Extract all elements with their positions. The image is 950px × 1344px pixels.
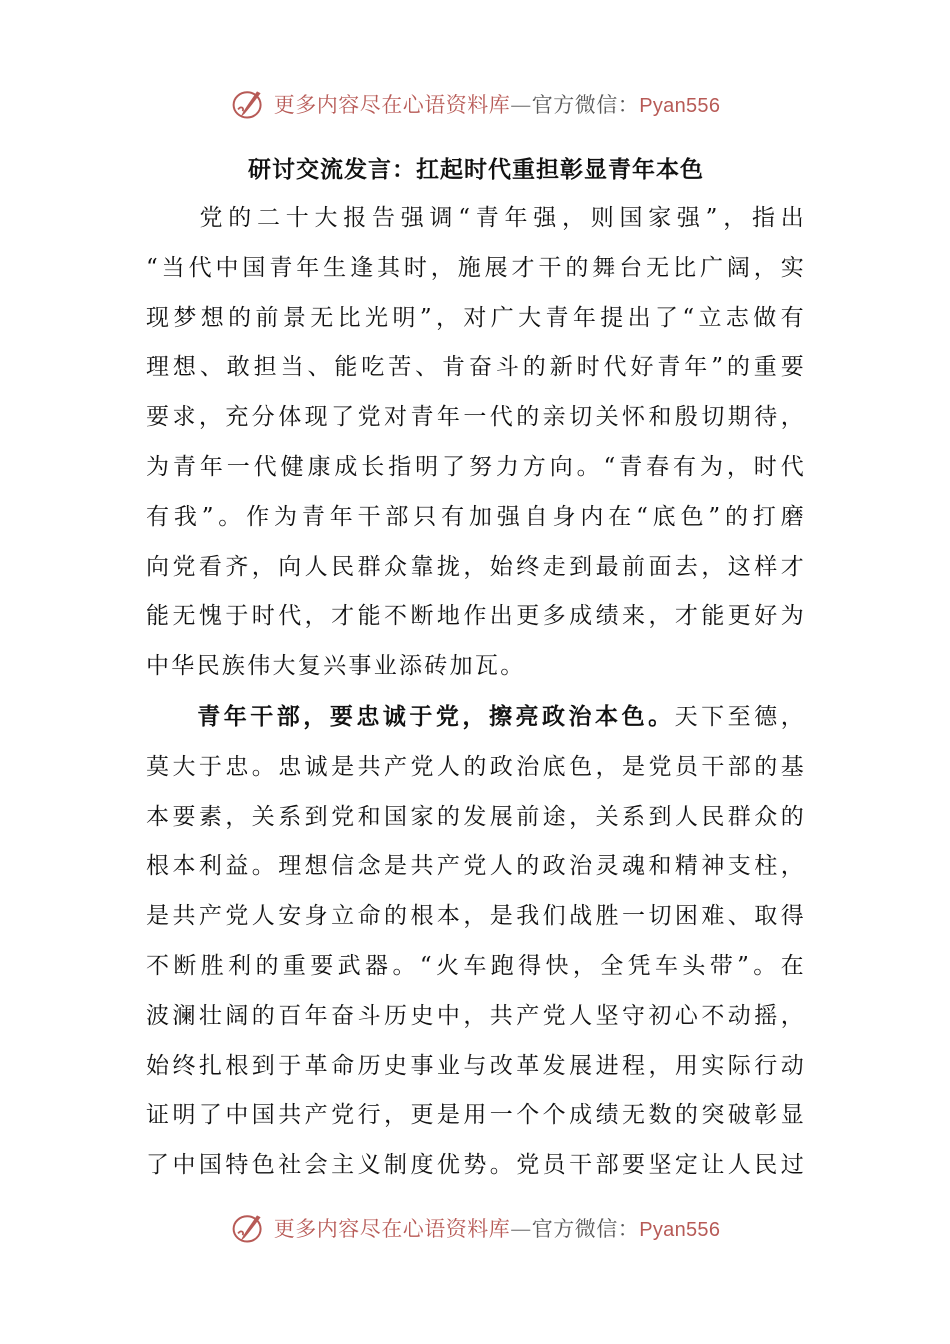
quill-pen-logo-icon — [230, 86, 266, 122]
text-line: 理想、敢担当、能吃苦、肯奋斗的新时代好青年”的重要 — [146, 354, 806, 381]
document-title: 研讨交流发言：扛起时代重担彰显青年本色 — [248, 156, 704, 183]
text-line: 根本利益。理想信念是共产党人的政治灵魂和精神支柱， — [146, 853, 806, 880]
watermark-text — [274, 89, 721, 119]
watermark-separator: — — [510, 93, 532, 117]
text-line: 波澜壮阔的百年奋斗历史中，共产党人坚守初心不动摇， — [146, 1002, 806, 1029]
text-line: 党的二十大报告强调“青年强，则国家强”，指出 — [196, 205, 806, 231]
document-body — [146, 148, 806, 1191]
text-line: 本要素，关系到党和国家的发展前途，关系到人民群众的 — [146, 803, 806, 830]
text-line: 有我”。作为青年干部只有加强自身内在“底色”的打磨 — [146, 503, 806, 530]
watermark-main-text: 更多内容尽在心语资料库 — [273, 93, 511, 117]
text-line: 不断胜利的重要武器。“火车跑得快，全凭车头带”。在 — [146, 952, 806, 979]
text-line: 始终扎根到于革命历史事业与改革发展进程，用实际行动 — [146, 1052, 806, 1079]
text-line: “当代中国青年生逢其时，施展才干的舞台无比广阔，实 — [146, 254, 806, 281]
watermark-wechat-id: Pyan556 — [639, 95, 721, 117]
text-line: 青年干部，要忠诚于党，擦亮政治本色。天下至德， — [196, 702, 806, 730]
watermark-separator: — — [510, 1217, 532, 1241]
paragraph-loyalty — [146, 692, 806, 1191]
text-line: 现梦想的前景无比光明”，对广大青年提出了“立志做有 — [146, 304, 806, 331]
text-line: 向党看齐，向人民群众靠拢，始终走到最前面去，这样才 — [146, 553, 806, 580]
watermark-header — [0, 82, 950, 126]
text-line: 要求，充分体现了党对青年一代的亲切关怀和殷切期待， — [146, 404, 806, 431]
watermark-text — [274, 1213, 721, 1243]
text-line: 中华民族伟大复兴事业添砖加瓦。 — [146, 653, 526, 680]
section-heading: 青年干部，要忠诚于党，擦亮政治本色。 — [196, 702, 675, 730]
quill-pen-logo-icon — [230, 1210, 266, 1246]
watermark-footer — [0, 1206, 950, 1250]
watermark-official-label: 官方微信： — [531, 93, 640, 117]
text-line: 为青年一代健康成长指明了努力方向。“青春有为，时代 — [146, 453, 806, 480]
watermark-wechat-id: Pyan556 — [639, 1219, 721, 1241]
text-line: 莫大于忠。忠诚是共产党人的政治底色，是党员干部的基 — [146, 753, 806, 780]
text-line: 能无愧于时代，才能不断地作出更多成绩来，才能更好为 — [146, 603, 806, 630]
watermark-main-text: 更多内容尽在心语资料库 — [273, 1217, 511, 1241]
watermark-official-label: 官方微信： — [531, 1217, 640, 1241]
text-line: 证明了中国共产党行，更是用一个个成绩无数的突破彰显 — [146, 1102, 806, 1129]
text-line: 是共产党人安身立命的根本，是我们战胜一切困难、取得 — [146, 903, 806, 930]
text-line: 了中国特色社会主义制度优势。党员干部要坚定让人民过 — [146, 1152, 806, 1179]
paragraph-intro — [146, 194, 806, 692]
